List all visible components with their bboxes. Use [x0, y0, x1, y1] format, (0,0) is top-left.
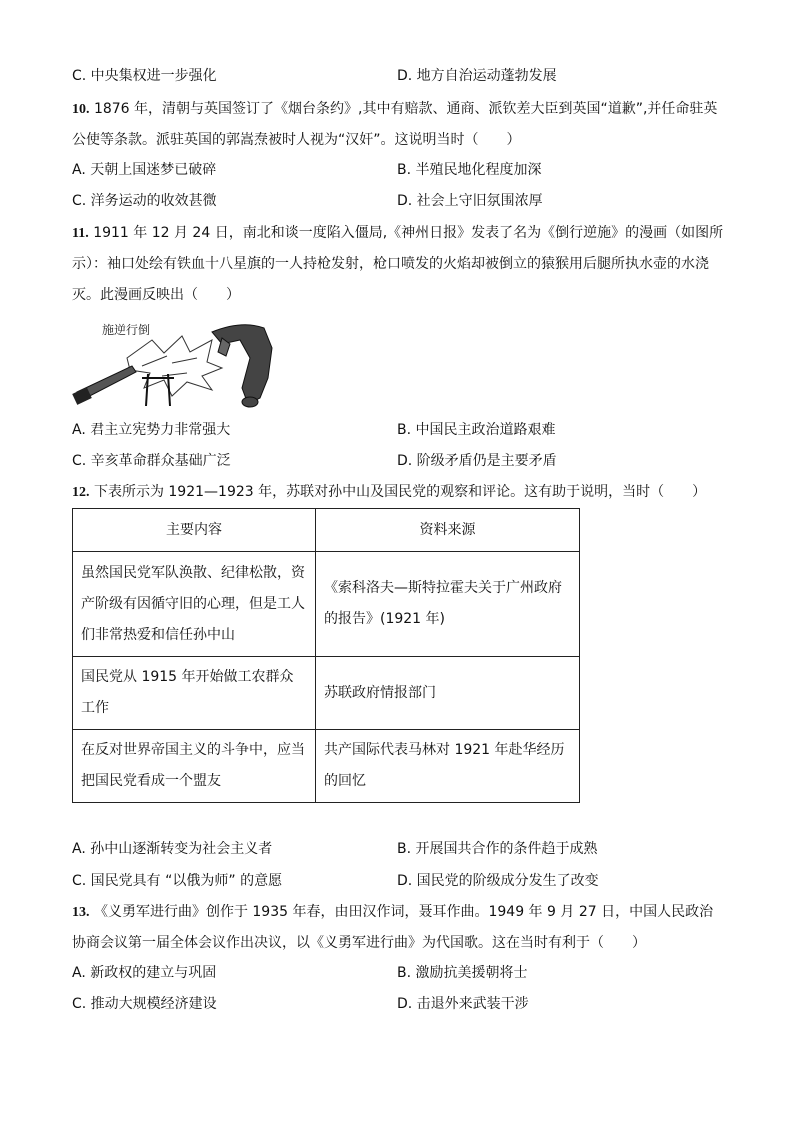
q11-text: 1911 年 12 月 24 日，南北和谈一度陷入僵局,《神州日报》发表了名为《倒行逆施》的漫画（如图所示）：袖口处绘有铁血十八星旗的一人持枪发射，枪口喷发的火焰却被倒立的猿猴用后腿所执水壶的水浇灭。此漫画反映出（ ） — [72, 225, 724, 303]
q13-option-a: A. 新政权的建立与巩固 — [72, 965, 217, 981]
q12-stem — [72, 482, 706, 503]
q13-text: 《义勇军进行曲》创作于 1935 年春，由田汉作词，聂耳作曲。1949 年 9 月 27 日，中国人民政治协商会议第一届全体会议作出决议，以《义勇军进行曲》为代国歌。这在当时有利于（ ） — [72, 904, 714, 951]
q10-option-a: A. 天朝上国迷梦已破碎 — [72, 162, 217, 178]
q13-stem — [72, 897, 724, 959]
q11-option-c: C. 辛亥革命群众基础广泛 — [72, 453, 231, 469]
inverted-figure-drawing — [212, 325, 272, 407]
table-header-source: 资料来源 — [316, 509, 580, 552]
q12-option-b: B. 开展国共合作的条件趋于成熟 — [397, 841, 598, 857]
q10-option-b: B. 半殖民地化程度加深 — [397, 162, 542, 178]
table-cell: 国民党从 1915 年开始做工农群众工作 — [73, 657, 316, 730]
table-cell: 在反对世界帝国主义的斗争中，应当把国民党看成一个盟友 — [73, 730, 316, 803]
table-cell: 共产国际代表马林对 1921 年赴华经历的回忆 — [316, 730, 580, 803]
q13-option-d: D. 击退外来武装干涉 — [397, 996, 529, 1012]
q11-option-a: A. 君主立宪势力非常强大 — [72, 422, 231, 438]
table-row — [73, 657, 580, 730]
table-cell: 虽然国民党军队涣散、纪律松散，资产阶级有因循守旧的心理，但是工人们非常热爱和信任孙中山 — [73, 552, 316, 657]
q12-number: 12. — [72, 485, 90, 500]
q12-option-a: A. 孙中山逐渐转变为社会主义者 — [72, 841, 273, 857]
stand-drawing — [142, 374, 174, 406]
q12-option-c: C. 国民党具有 “以俄为师” 的意愿 — [72, 873, 283, 889]
table-row — [73, 730, 580, 803]
q11-stem — [72, 218, 724, 311]
q13-option-c: C. 推动大规模经济建设 — [72, 996, 217, 1012]
table-cell: 苏联政府情报部门 — [316, 657, 580, 730]
q10-option-c: C. 洋务运动的收效甚微 — [72, 193, 217, 209]
q10-number: 10. — [72, 102, 90, 117]
q13-number: 13. — [72, 905, 90, 920]
q12-option-d: D. 国民党的阶级成分发生了改变 — [397, 873, 599, 889]
cartoon-caption: 施逆行倒 — [102, 323, 151, 337]
q10-stem — [72, 94, 724, 156]
cartoon-image — [72, 318, 282, 410]
table-header-row — [73, 509, 580, 552]
q9-option-c: C. 中央集权进一步强化 — [72, 68, 217, 84]
q11-number: 11. — [72, 226, 89, 241]
q13-option-b: B. 激励抗美援朝将士 — [397, 965, 528, 981]
table-cell: 《索科洛夫—斯特拉霍夫关于广州政府的报告》(1921 年) — [316, 552, 580, 657]
q11-option-b: B. 中国民主政治道路艰难 — [397, 422, 556, 438]
q12-table — [72, 508, 580, 803]
flame-drawing — [127, 336, 222, 396]
q9-option-d: D. 地方自治运动蓬勃发展 — [397, 68, 557, 84]
gun-drawing — [72, 366, 136, 405]
table-row — [73, 552, 580, 657]
q12-text: 下表所示为 1921—1923 年，苏联对孙中山及国民党的观察和评论。这有助于说明，当时（ ） — [93, 484, 707, 500]
q10-option-d: D. 社会上守旧氛围浓厚 — [397, 193, 543, 209]
q10-text: 1876 年，清朝与英国签订了《烟台条约》,其中有赔款、通商、派钦差大臣到英国“道歉”,并任命驻英公使等条款。派驻英国的郭嵩焘被时人视为“汉奸”。这说明当时（ ） — [72, 101, 718, 148]
table-header-content: 主要内容 — [73, 509, 316, 552]
q11-option-d: D. 阶级矛盾仍是主要矛盾 — [397, 453, 557, 469]
